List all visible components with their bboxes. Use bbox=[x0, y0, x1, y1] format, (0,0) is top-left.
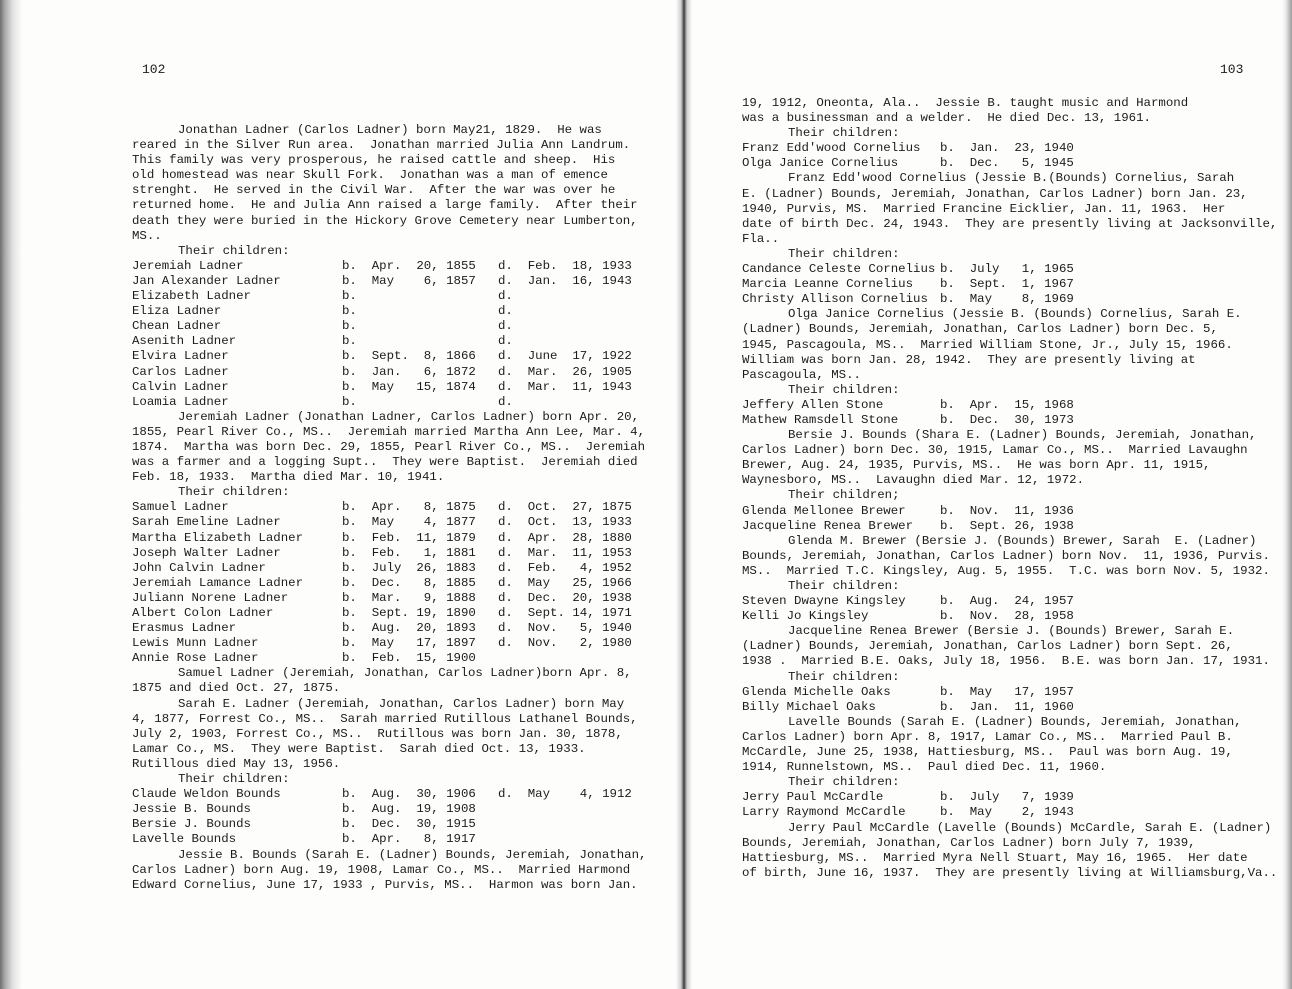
text-line: Waynesboro, MS.. Lavaughn died Mar. 12, 1972. bbox=[742, 473, 1085, 488]
child-name: Albert Colon Ladner bbox=[132, 606, 274, 620]
right-page-text bbox=[742, 96, 1282, 881]
child-name: Lewis Munn Ladner bbox=[132, 636, 259, 651]
child-entry-row bbox=[742, 685, 1282, 700]
child-entry-row bbox=[742, 594, 1282, 609]
child-name: Asenith Ladner bbox=[132, 334, 237, 349]
child-entry-row bbox=[132, 365, 662, 380]
text-line: was a farmer and a logging Supt.. They were Baptist. Jeremiah died bbox=[132, 455, 638, 470]
death-date: d. Apr. 28, 1880 bbox=[498, 530, 632, 545]
paragraph-first-line: Their children: bbox=[178, 485, 290, 500]
text-line: E. (Ladner) Bounds, Jeremiah, Jonathan, Carlos Ladner) born Jan. 23, bbox=[742, 186, 1248, 201]
child-name: Carlos Ladner bbox=[132, 364, 229, 379]
birth-date: b. May 17, 1957 bbox=[940, 684, 1074, 699]
birth-date: b. May 6, 1857 bbox=[342, 273, 476, 288]
paragraph-first-line: Jacqueline Renea Brewer (Bersie J. (Bounds) Brewer, Sarah E. bbox=[788, 624, 1235, 639]
child-entry-row bbox=[742, 609, 1282, 624]
birth-date: b. July 7, 1939 bbox=[940, 790, 1074, 805]
paragraph-first-line: Lavelle Bounds (Sarah E. (Ladner) Bounds, Jeremiah, Jonathan, bbox=[788, 714, 1242, 729]
child-entry-row bbox=[742, 519, 1282, 534]
child-entry-row bbox=[132, 515, 662, 530]
paragraph-first-line: Jeremiah Ladner (Jonathan Ladner, Carlos Ladner) born Apr. 20, bbox=[178, 409, 640, 424]
child-name: Erasmus Ladner bbox=[132, 621, 237, 636]
child-name: Jeremiah Ladner bbox=[132, 258, 244, 273]
child-name: Larry Raymond McCardle bbox=[742, 805, 906, 820]
text-line: McCardle, June 25, 1938, Hattiesburg, MS.. Paul was born Aug. 19, bbox=[742, 745, 1233, 760]
child-name: Bersie J. Bounds bbox=[132, 817, 251, 832]
text-line: 19, 1912, Oneonta, Ala.. Jessie B. taught music and Harmond bbox=[742, 96, 1189, 110]
child-name: Chean Ladner bbox=[132, 319, 222, 334]
paragraph-first-line: Jerry Paul McCardle (Lavelle (Bounds) McCardle, Sarah E. (Ladner) bbox=[788, 820, 1272, 835]
death-date: d. June 17, 1922 bbox=[498, 349, 632, 364]
child-entry-row bbox=[132, 606, 662, 621]
text-line: Lamar Co., MS. They were Baptist. Sarah died Oct. 13, 1933. bbox=[132, 741, 586, 756]
child-entry-row bbox=[132, 349, 662, 364]
text-line: 1945, Pascagoula, MS.. Married William Stone, Jr., July 15, 1966. bbox=[742, 337, 1233, 352]
child-name: Juliann Norene Ladner bbox=[132, 590, 289, 605]
birth-date: b. July 1, 1965 bbox=[940, 262, 1074, 277]
text-line: Carlos Ladner) born Aug. 19, 1908, Lamar Co., MS.. Married Harmond bbox=[132, 862, 631, 877]
paragraph-first-line: Their children: bbox=[788, 579, 900, 593]
paragraph-first-line: Their children; bbox=[788, 488, 900, 503]
paragraph-first-line: Their children: bbox=[178, 243, 290, 258]
paragraph-first-line: Their children: bbox=[788, 126, 900, 141]
child-name: Marcia Leanne Cornelius bbox=[742, 277, 914, 292]
death-date: d. Jan. 16, 1943 bbox=[498, 273, 632, 288]
paragraph-first-line: Their children: bbox=[788, 382, 900, 397]
birth-date: b. bbox=[342, 334, 357, 349]
death-date: d. bbox=[498, 289, 513, 304]
text-line: Feb. 18, 1933. Martha died Mar. 10, 1941. bbox=[132, 470, 445, 485]
birth-date: b. Feb. 11, 1879 bbox=[342, 530, 476, 545]
birth-date: b. Aug. 20, 1893 bbox=[342, 621, 476, 636]
birth-date: b. July 26, 1883 bbox=[342, 560, 476, 575]
text-line: 1938 . Married B.E. Oaks, July 18, 1956. B.E. was born Jan. 17, 1931. bbox=[742, 654, 1270, 669]
child-name: Glenda Mellonee Brewer bbox=[742, 503, 906, 518]
birth-date: b. May 15, 1874 bbox=[342, 379, 476, 394]
birth-date: b. Jan. 11, 1960 bbox=[940, 699, 1074, 714]
child-name: Eliza Ladner bbox=[132, 304, 222, 319]
birth-date: b. bbox=[342, 289, 357, 304]
text-line: Bounds, Jeremiah, Jonathan, Carlos Ladner) born July 7, 1939, bbox=[742, 835, 1196, 850]
child-entry-row bbox=[132, 561, 662, 576]
text-line: 1940, Purvis, MS. Married Francine Eicklier, Jan. 11, 1963. Her bbox=[742, 201, 1226, 216]
text-line: 1914, Runnelstown, MS.. Paul died Dec. 11, 1960. bbox=[742, 760, 1107, 775]
text-line: This family was very prosperous, he raised cattle and sheep. His bbox=[132, 153, 616, 168]
child-name: Olga Janice Cornelius bbox=[742, 156, 899, 171]
death-date: d. Oct. 13, 1933 bbox=[498, 515, 632, 530]
child-entry-row bbox=[132, 636, 662, 651]
death-date: d. bbox=[498, 334, 513, 349]
text-line: (Ladner) Bounds, Jeremiah, Jonathan, Carlos Ladner) born Dec. 5, bbox=[742, 322, 1218, 337]
death-date: d. Feb. 4, 1952 bbox=[498, 560, 632, 575]
child-name: Loamia Ladner bbox=[132, 394, 229, 409]
death-date: d. Sept. 14, 1971 bbox=[498, 606, 632, 620]
birth-date: b. Sept. 19, 1890 bbox=[342, 606, 476, 620]
birth-date: b. Jan. 6, 1872 bbox=[342, 364, 476, 379]
text-line: Bounds, Jeremiah, Jonathan, Carlos Ladner) born Nov. 11, 1936, Purvis. bbox=[742, 548, 1270, 563]
text-line: MS.. Married T.C. Kingsley, Aug. 5, 1955. T.C. was born Nov. 5, 1932. bbox=[742, 563, 1270, 578]
left-page-text bbox=[132, 123, 662, 893]
paragraph-first-line: Jessie B. Bounds (Sarah E. (Ladner) Bounds, Jeremiah, Jonathan, bbox=[178, 847, 647, 862]
child-entry-row bbox=[742, 277, 1282, 292]
child-entry-row bbox=[132, 334, 662, 349]
paragraph-first-line: Jonathan Ladner (Carlos Ladner) born May21, 1829. He was bbox=[178, 123, 602, 137]
birth-date: b. Sept. 26, 1938 bbox=[940, 518, 1074, 533]
child-entry-row bbox=[742, 292, 1282, 307]
child-entry-row bbox=[132, 621, 662, 636]
child-entry-row bbox=[742, 504, 1282, 519]
child-name: Martha Elizabeth Ladner bbox=[132, 530, 304, 545]
child-name: Elvira Ladner bbox=[132, 349, 229, 364]
birth-date: b. Dec. 30, 1973 bbox=[940, 412, 1074, 427]
child-entry-row bbox=[132, 546, 662, 561]
birth-date: b. Apr. 8, 1875 bbox=[342, 500, 476, 515]
birth-date: b. bbox=[342, 304, 357, 319]
child-name: Claude Weldon Bounds bbox=[132, 787, 281, 802]
page-number-right: 103 bbox=[1220, 62, 1244, 77]
text-line: returned home. He and Julia Ann raised a large family. After their bbox=[132, 198, 638, 213]
death-date: d. Feb. 18, 1933 bbox=[498, 258, 632, 273]
paragraph-first-line: Bersie J. Bounds (Shara E. (Ladner) Bounds, Jeremiah, Jonathan, bbox=[788, 428, 1257, 443]
text-line: 1855, Pearl River Co., MS.. Jeremiah married Martha Ann Lee, Mar. 4, bbox=[132, 424, 646, 439]
death-date: d. May 4, 1912 bbox=[498, 787, 632, 802]
child-name: Christy Allison Cornelius bbox=[742, 292, 928, 307]
birth-date: b. Nov. 11, 1936 bbox=[940, 503, 1074, 518]
text-line: Hattiesburg, MS.. Married Myra Nell Stuart, May 16, 1965. Her date bbox=[742, 850, 1248, 865]
birth-date: b. Apr. 15, 1968 bbox=[940, 397, 1074, 412]
birth-date: b. Feb. 15, 1900 bbox=[342, 651, 476, 666]
child-entry-row bbox=[742, 156, 1282, 171]
child-name: Sarah Emeline Ladner bbox=[132, 515, 281, 530]
child-entry-row bbox=[132, 651, 662, 666]
child-name: Calvin Ladner bbox=[132, 379, 229, 394]
child-entry-row bbox=[132, 319, 662, 334]
child-entry-row bbox=[742, 413, 1282, 428]
child-name: Jacqueline Renea Brewer bbox=[742, 518, 914, 533]
child-entry-row bbox=[132, 591, 662, 606]
death-date: d. bbox=[498, 304, 513, 319]
paragraph-first-line: Franz Edd'wood Cornelius (Jessie B.(Bounds) Cornelius, Sarah bbox=[788, 171, 1235, 186]
child-entry-row bbox=[132, 576, 662, 591]
child-entry-row bbox=[132, 259, 662, 274]
paragraph-first-line: Their children: bbox=[788, 246, 900, 261]
paragraph-first-line: Sarah E. Ladner (Jeremiah, Jonathan, Carlos Ladner) born May bbox=[178, 696, 625, 711]
birth-date: b. Nov. 28, 1958 bbox=[940, 609, 1074, 624]
child-entry-row bbox=[132, 304, 662, 319]
text-line: was a businessman and a welder. He died Dec. 13, 1961. bbox=[742, 111, 1151, 126]
child-name: Joseph Walter Ladner bbox=[132, 545, 281, 560]
death-date: d. bbox=[498, 394, 513, 409]
text-line: 4, 1877, Forrest Co., MS.. Sarah married Rutillous Lathanel Bounds, bbox=[132, 711, 638, 726]
page-number-left: 102 bbox=[142, 62, 166, 77]
child-name: Franz Edd'wood Cornelius bbox=[742, 141, 921, 156]
child-name: Jan Alexander Ladner bbox=[132, 273, 281, 288]
child-entry-row bbox=[742, 700, 1282, 715]
child-entry-row bbox=[132, 802, 662, 817]
death-date: d. Mar. 11, 1953 bbox=[498, 545, 632, 560]
child-name: Elizabeth Ladner bbox=[132, 289, 251, 304]
child-entry-row bbox=[132, 817, 662, 832]
death-date: d. Dec. 20, 1938 bbox=[498, 590, 632, 605]
child-name: Jeremiah Lamance Ladner bbox=[132, 575, 304, 590]
paragraph-first-line: Their children: bbox=[788, 669, 900, 684]
child-name: John Calvin Ladner bbox=[132, 560, 266, 575]
birth-date: b. Jan. 23, 1940 bbox=[940, 141, 1074, 156]
birth-date: b. bbox=[342, 319, 357, 334]
death-date: d. Oct. 27, 1875 bbox=[498, 500, 632, 515]
child-name: Jeffery Allen Stone bbox=[742, 397, 884, 412]
death-date: d. bbox=[498, 319, 513, 334]
text-line: July 2, 1903, Forrest Co., MS.. Rutillous was born Jan. 30, 1878, bbox=[132, 726, 623, 741]
child-entry-row bbox=[132, 832, 662, 847]
text-line: strenght. He served in the Civil War. After the war was over he bbox=[132, 183, 616, 198]
birth-date: b. Dec. 5, 1945 bbox=[940, 156, 1074, 171]
birth-date: b. Apr. 8, 1917 bbox=[342, 832, 476, 847]
birth-date: b. Dec. 8, 1885 bbox=[342, 575, 476, 590]
child-name: Steven Dwayne Kingsley bbox=[742, 594, 906, 609]
text-line: old homestead was near Skull Fork. Jonathan was a man of emence bbox=[132, 168, 608, 183]
text-line: (Ladner) Bounds, Jeremiah, Jonathan, Carlos Ladner) born Sept. 26, bbox=[742, 639, 1233, 654]
child-entry-row bbox=[742, 790, 1282, 805]
child-entry-row bbox=[132, 787, 662, 802]
child-entry-row bbox=[132, 500, 662, 515]
child-name: Jessie B. Bounds bbox=[132, 802, 251, 817]
text-line: 1875 and died Oct. 27, 1875. bbox=[132, 681, 341, 696]
paragraph-first-line: Glenda M. Brewer (Bersie J. (Bounds) Brewer, Sarah E. (Ladner) bbox=[788, 533, 1257, 548]
child-entry-row bbox=[742, 262, 1282, 277]
birth-date: b. Aug. 24, 1957 bbox=[940, 594, 1074, 609]
paragraph-first-line: Olga Janice Cornelius (Jessie B. (Bounds) Cornelius, Sarah E. bbox=[788, 307, 1242, 322]
text-line: date of birth Dec. 24, 1943. They are presently living at Jacksonville, bbox=[742, 216, 1278, 231]
child-entry-row bbox=[132, 531, 662, 546]
birth-date: b. Sept. 1, 1967 bbox=[940, 277, 1074, 292]
child-entry-row bbox=[132, 289, 662, 304]
text-line: Brewer, Aug. 24, 1935, Purvis, MS.. He was born Apr. 11, 1915, bbox=[742, 458, 1211, 473]
child-name: Glenda Michelle Oaks bbox=[742, 684, 891, 699]
child-entry-row bbox=[132, 395, 662, 410]
text-line: Edward Cornelius, June 17, 1933 , Purvis, MS.. Harmon was born Jan. bbox=[132, 877, 638, 892]
text-line: death they were buried in the Hickory Grove Cemetery near Lumberton, bbox=[132, 213, 638, 228]
birth-date: b. Dec. 30, 1915 bbox=[342, 817, 476, 832]
child-name: Kelli Jo Kingsley bbox=[742, 609, 869, 624]
paragraph-first-line: Their children: bbox=[178, 772, 290, 787]
child-name: Candance Celeste Cornelius bbox=[742, 262, 936, 277]
text-line: MS.. bbox=[132, 228, 162, 243]
death-date: d. May 25, 1966 bbox=[498, 575, 632, 590]
child-name: Lavelle Bounds bbox=[132, 832, 237, 847]
text-line: Pascagoula, MS.. bbox=[742, 367, 861, 382]
text-line: Fla.. bbox=[742, 231, 780, 246]
text-line: Carlos Ladner) born Apr. 8, 1917, Lamar Co., MS.. Married Paul B. bbox=[742, 729, 1233, 744]
text-line: Rutillous died May 13, 1956. bbox=[132, 756, 341, 771]
child-name: Annie Rose Ladner bbox=[132, 651, 259, 666]
text-line: 1874. Martha was born Dec. 29, 1855, Pearl River Co., MS.. Jeremiah bbox=[132, 439, 646, 454]
text-line: of birth, June 16, 1937. They are presently living at Williamsburg,Va.. bbox=[742, 865, 1278, 880]
birth-date: b. Sept. 8, 1866 bbox=[342, 349, 476, 364]
child-entry-row bbox=[742, 398, 1282, 413]
right-page bbox=[690, 0, 1292, 989]
child-entry-row bbox=[742, 805, 1282, 820]
child-entry-row bbox=[132, 380, 662, 395]
child-entry-row bbox=[742, 141, 1282, 156]
child-entry-row bbox=[132, 274, 662, 289]
text-line: William was born Jan. 28, 1942. They are presently living at bbox=[742, 352, 1196, 367]
birth-date: b. bbox=[342, 394, 357, 409]
birth-date: b. Aug. 30, 1906 bbox=[342, 787, 476, 802]
death-date: d. Nov. 2, 1980 bbox=[498, 636, 632, 651]
birth-date: b. May 8, 1969 bbox=[940, 292, 1074, 307]
paragraph-first-line: Samuel Ladner (Jeremiah, Jonathan, Carlos Ladner)born Apr. 8, bbox=[178, 666, 632, 681]
death-date: d. Mar. 11, 1943 bbox=[498, 379, 632, 394]
paragraph-first-line: Their children: bbox=[788, 775, 900, 790]
birth-date: b. May 2, 1943 bbox=[940, 805, 1074, 820]
death-date: d. Mar. 26, 1905 bbox=[498, 364, 632, 379]
death-date: d. Nov. 5, 1940 bbox=[498, 621, 632, 636]
child-name: Billy Michael Oaks bbox=[742, 699, 876, 714]
birth-date: b. Aug. 19, 1908 bbox=[342, 802, 476, 817]
text-line: reared in the Silver Run area. Jonathan married Julia Ann Landrum. bbox=[132, 138, 631, 153]
birth-date: b. May 4, 1877 bbox=[342, 515, 476, 530]
birth-date: b. May 17, 1897 bbox=[342, 636, 476, 651]
birth-date: b. Feb. 1, 1881 bbox=[342, 545, 476, 560]
child-name: Samuel Ladner bbox=[132, 500, 229, 515]
child-name: Mathew Ramsdell Stone bbox=[742, 412, 899, 427]
child-name: Jerry Paul McCardle bbox=[742, 790, 884, 805]
birth-date: b. Apr. 20, 1855 bbox=[342, 258, 476, 273]
birth-date: b. Mar. 9, 1888 bbox=[342, 590, 476, 605]
text-line: Carlos Ladner) born Dec. 30, 1915, Lamar Co., MS.. Married Lavaughn bbox=[742, 443, 1248, 458]
